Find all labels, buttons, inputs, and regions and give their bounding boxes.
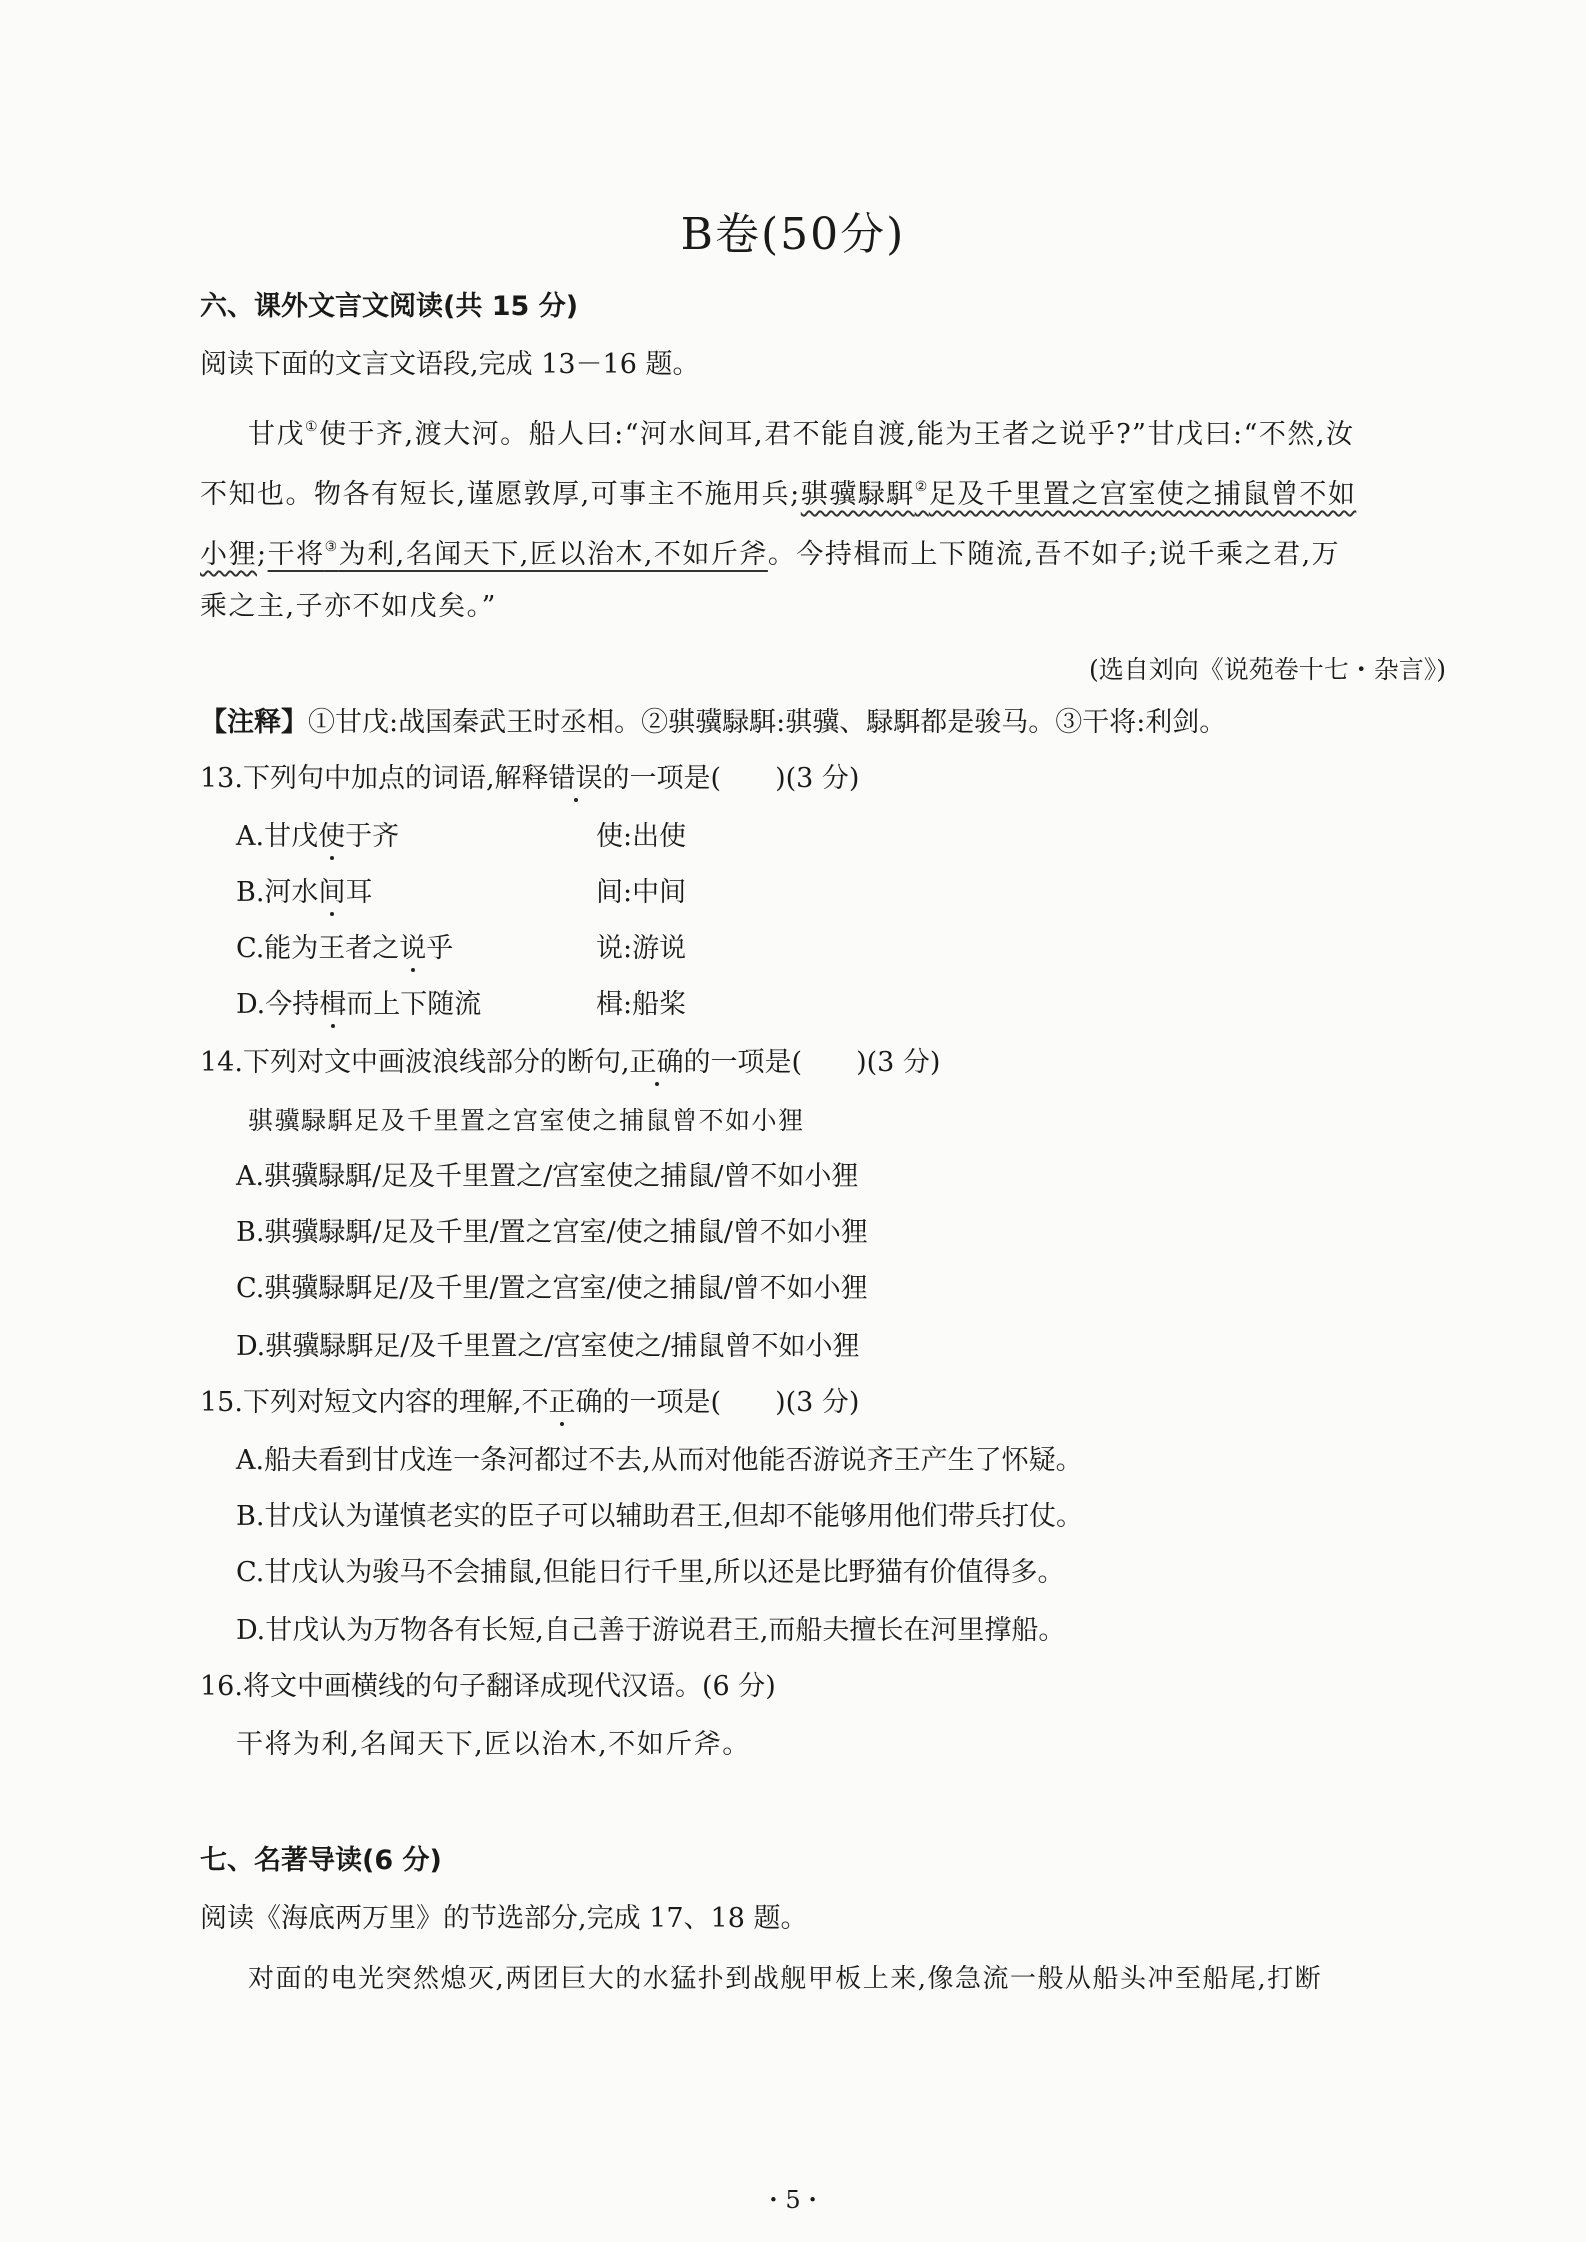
passage-text: ; xyxy=(257,539,268,570)
q14-option-d[interactable]: D.骐骥騄駬足/及千里置之/宫室使之/捕鼠曾不如小狸 xyxy=(236,1331,860,1362)
wavy-underlined-text: 小狸 xyxy=(200,539,257,570)
dotted-word: 楫 xyxy=(319,989,347,1020)
q15-option-b[interactable]: B.甘戊认为谨慎老实的臣子可以辅助君王,但却不能够用他们带兵打仗。 xyxy=(236,1501,1084,1532)
annotation-notes xyxy=(200,706,1226,740)
page-number: ・5・ xyxy=(761,2186,825,2214)
q16-sentence: 干将为利,名闻天下,匠以治木,不如斤斧。 xyxy=(236,1729,751,1760)
dotted-word: 说 xyxy=(399,933,427,964)
wavy-underlined-text: 骐骥騄駬②足及千里置之宫室使之捕鼠曾不如 xyxy=(800,479,1357,510)
q15-option-a[interactable]: A.船夫看到甘戊连一条河都过不去,从而对他能否游说齐王产生了怀疑。 xyxy=(236,1445,1083,1476)
footnote-marker: ① xyxy=(305,419,320,435)
footnote-marker: ② xyxy=(914,479,929,495)
option-explanation: 间:中间 xyxy=(596,877,687,908)
section-6-instruction: 阅读下面的文言文语段,完成 13－16 题。 xyxy=(200,349,700,380)
q13-option-d[interactable]: D.今持楫而上下随流 楫:船桨 xyxy=(236,989,687,1020)
dotted-word: 间 xyxy=(318,877,346,908)
question-13-stem: 13.下列句中加点的词语,解释错误的一项是( )(3 分) xyxy=(200,763,860,794)
passage-text: 甘戊 xyxy=(248,419,305,450)
passage-line-1 xyxy=(248,410,1354,452)
notes-label: 【注释】 xyxy=(200,707,308,738)
q13-option-b[interactable]: B.河水间耳 间:中间 xyxy=(236,877,687,908)
section-6-heading: 六、课外文言文阅读(共 15 分) xyxy=(200,291,579,322)
paper-section-title: B卷(50分) xyxy=(680,209,906,260)
passage-text: 使于齐,渡大河。船人曰:“河水间耳,君不能自渡,能为王者之说乎?”甘戊曰:“不然,汝 xyxy=(319,419,1355,450)
q14-sentence: 骐骥騄駬足及千里置之宫室使之捕鼠曾不如小狸 xyxy=(248,1106,805,1135)
dotted-word: 使 xyxy=(318,821,346,852)
q15-option-d[interactable]: D.甘戊认为万物各有长短,自己善于游说君王,而船夫擅长在河里撑船。 xyxy=(236,1615,1066,1646)
passage-line-4: 乘之主,子亦不如戊矣。” xyxy=(200,591,497,622)
passage-text: 不知也。物各有短长,谨愿敦厚,可事主不施用兵; xyxy=(200,479,801,510)
section-7-instruction: 阅读《海底两万里》的节选部分,完成 17、18 题。 xyxy=(200,1903,808,1934)
q13-option-a[interactable]: A.甘戊使于齐 使:出使 xyxy=(236,821,687,852)
section-7-passage: 对面的电光突然熄灭,两团巨大的水猛扑到战舰甲板上来,像急流一般从船头冲至船尾,打断 xyxy=(248,1964,1323,1994)
passage-line-2 xyxy=(200,470,1356,512)
footnote-marker: ③ xyxy=(324,539,339,555)
question-16-stem: 16.将文中画横线的句子翻译成现代汉语。(6 分) xyxy=(200,1671,776,1702)
question-15-stem: 15.下列对短文内容的理解,不正确的一项是( )(3 分) xyxy=(200,1387,860,1418)
section-7-heading: 七、名著导读(6 分) xyxy=(200,1845,442,1876)
option-explanation: 说:游说 xyxy=(596,933,687,964)
emphasized-word: 错误 xyxy=(548,763,603,794)
question-14-stem: 14.下列对文中画波浪线部分的断句,正确的一项是( )(3 分) xyxy=(200,1047,941,1078)
passage-source: (选自刘向《说苑卷十七・杂言》) xyxy=(1088,655,1446,684)
q14-option-a[interactable]: A.骐骥騄駬/足及千里置之/宫室使之捕鼠/曾不如小狸 xyxy=(236,1161,859,1192)
passage-text: 。今持楫而上下随流,吾不如子;说千乘之君,万 xyxy=(767,539,1341,570)
notes-text: ①甘戊:战国秦武王时丞相。②骐骥騄駬:骐骥、騄駬都是骏马。③干将:利剑。 xyxy=(308,707,1227,738)
option-explanation: 使:出使 xyxy=(596,821,687,852)
straight-underlined-text: 干将③为利,名闻天下,匠以治木,不如斤斧 xyxy=(267,539,768,570)
emphasized-word: 不正确 xyxy=(521,1387,603,1418)
passage-line-3 xyxy=(200,530,1340,572)
q13-option-c[interactable]: C.能为王者之说乎 说:游说 xyxy=(236,933,687,964)
q14-option-b[interactable]: B.骐骥騄駬/足及千里/置之宫室/使之捕鼠/曾不如小狸 xyxy=(236,1217,868,1248)
option-explanation: 楫:船桨 xyxy=(596,989,687,1020)
q15-option-c[interactable]: C.甘戊认为骏马不会捕鼠,但能日行千里,所以还是比野猫有价值得多。 xyxy=(236,1557,1065,1588)
emphasized-word: 正确 xyxy=(629,1047,684,1078)
q14-option-c[interactable]: C.骐骥騄駬足/及千里/置之宫室/使之捕鼠/曾不如小狸 xyxy=(236,1273,868,1304)
